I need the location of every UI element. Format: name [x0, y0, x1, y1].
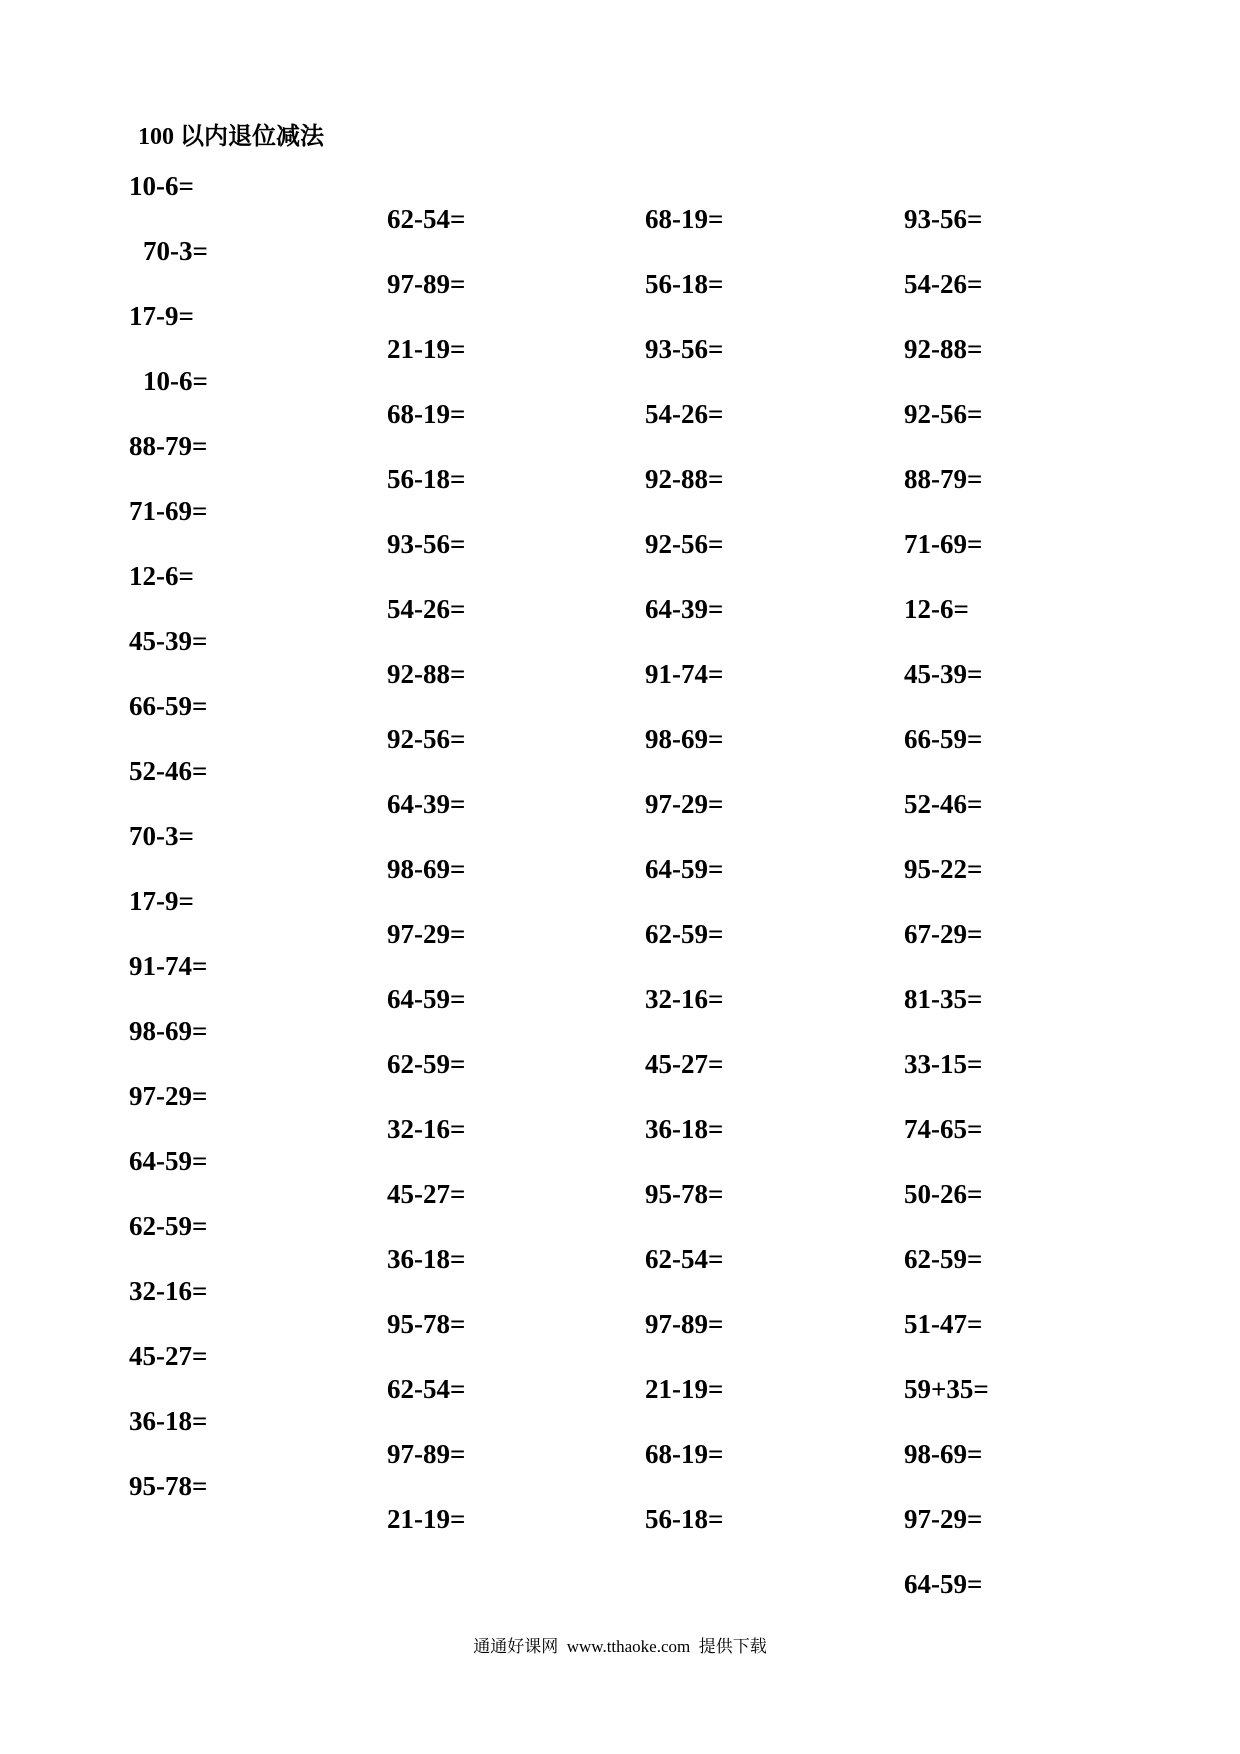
problem-item: 97-29= — [904, 1504, 983, 1534]
problem-item: 92-56= — [387, 724, 466, 754]
problem-item: 88-79= — [129, 431, 208, 461]
problem-item: 21-19= — [387, 1504, 466, 1534]
worksheet-title: 100 以内退位减法 — [138, 124, 324, 150]
problem-item: 95-78= — [129, 1471, 208, 1501]
problem-item: 62-59= — [904, 1244, 983, 1274]
problem-item: 59+35= — [904, 1374, 989, 1404]
problem-item: 95-78= — [387, 1309, 466, 1339]
problem-item: 36-18= — [129, 1406, 208, 1436]
problem-item: 50-26= — [904, 1179, 983, 1209]
problem-item: 93-56= — [387, 529, 466, 559]
problem-item: 88-79= — [904, 464, 983, 494]
problem-item: 68-19= — [645, 204, 724, 234]
problem-item: 62-59= — [387, 1049, 466, 1079]
problem-item: 64-59= — [387, 984, 466, 1014]
problem-item: 81-35= — [904, 984, 983, 1014]
problem-item: 10-6= — [129, 171, 194, 201]
problem-item: 62-54= — [387, 204, 466, 234]
problem-item: 66-59= — [904, 724, 983, 754]
problem-item: 91-74= — [645, 659, 724, 689]
problem-item: 95-22= — [904, 854, 983, 884]
problem-item: 45-27= — [387, 1179, 466, 1209]
problem-item: 71-69= — [904, 529, 983, 559]
problem-item: 92-88= — [645, 464, 724, 494]
problem-item: 70-3= — [143, 236, 208, 266]
problem-item: 91-74= — [129, 951, 208, 981]
problem-item: 51-47= — [904, 1309, 983, 1339]
problem-item: 62-54= — [645, 1244, 724, 1274]
problem-item: 68-19= — [645, 1439, 724, 1469]
problem-item: 92-88= — [904, 334, 983, 364]
problem-item: 56-18= — [387, 464, 466, 494]
problem-item: 93-56= — [645, 334, 724, 364]
problem-item: 64-39= — [387, 789, 466, 819]
problem-item: 36-18= — [387, 1244, 466, 1274]
problem-item: 62-59= — [129, 1211, 208, 1241]
problem-item: 62-54= — [387, 1374, 466, 1404]
problem-item: 33-15= — [904, 1049, 983, 1079]
problem-item: 54-26= — [645, 399, 724, 429]
problem-item: 64-39= — [645, 594, 724, 624]
problem-item: 93-56= — [904, 204, 983, 234]
problem-item: 74-65= — [904, 1114, 983, 1144]
problem-item: 45-39= — [904, 659, 983, 689]
problem-item: 12-6= — [129, 561, 194, 591]
problem-item: 92-56= — [904, 399, 983, 429]
problem-item: 64-59= — [129, 1146, 208, 1176]
problem-item: 54-26= — [904, 269, 983, 299]
problem-item: 21-19= — [645, 1374, 724, 1404]
problem-item: 62-59= — [645, 919, 724, 949]
problem-item: 45-27= — [645, 1049, 724, 1079]
problem-item: 66-59= — [129, 691, 208, 721]
problem-item: 67-29= — [904, 919, 983, 949]
problem-item: 98-69= — [387, 854, 466, 884]
problem-item: 98-69= — [904, 1439, 983, 1469]
problem-item: 56-18= — [645, 269, 724, 299]
problem-item: 92-88= — [387, 659, 466, 689]
problem-item: 52-46= — [129, 756, 208, 786]
problem-item: 98-69= — [129, 1016, 208, 1046]
problem-item: 36-18= — [645, 1114, 724, 1144]
footer-source-note: 通通好课网 www.tthaoke.com 提供下载 — [473, 1637, 767, 1656]
problem-item: 54-26= — [387, 594, 466, 624]
problem-item: 71-69= — [129, 496, 208, 526]
problem-item: 64-59= — [645, 854, 724, 884]
problem-item: 45-27= — [129, 1341, 208, 1371]
problem-item: 17-9= — [129, 301, 194, 331]
problem-item: 64-59= — [904, 1569, 983, 1599]
problem-item: 70-3= — [129, 821, 194, 851]
problem-item: 95-78= — [645, 1179, 724, 1209]
problem-item: 97-89= — [387, 269, 466, 299]
problem-item: 10-6= — [143, 366, 208, 396]
problem-item: 97-29= — [129, 1081, 208, 1111]
problem-item: 32-16= — [645, 984, 724, 1014]
problem-item: 98-69= — [645, 724, 724, 754]
problem-item: 68-19= — [387, 399, 466, 429]
problem-item: 56-18= — [645, 1504, 724, 1534]
problem-item: 17-9= — [129, 886, 194, 916]
problem-item: 32-16= — [387, 1114, 466, 1144]
problem-item: 97-29= — [387, 919, 466, 949]
problem-item: 92-56= — [645, 529, 724, 559]
problem-item: 97-29= — [645, 789, 724, 819]
problem-item: 97-89= — [387, 1439, 466, 1469]
problem-item: 12-6= — [904, 594, 969, 624]
problem-item: 32-16= — [129, 1276, 208, 1306]
problem-item: 45-39= — [129, 626, 208, 656]
problem-item: 52-46= — [904, 789, 983, 819]
problem-item: 21-19= — [387, 334, 466, 364]
problem-item: 97-89= — [645, 1309, 724, 1339]
